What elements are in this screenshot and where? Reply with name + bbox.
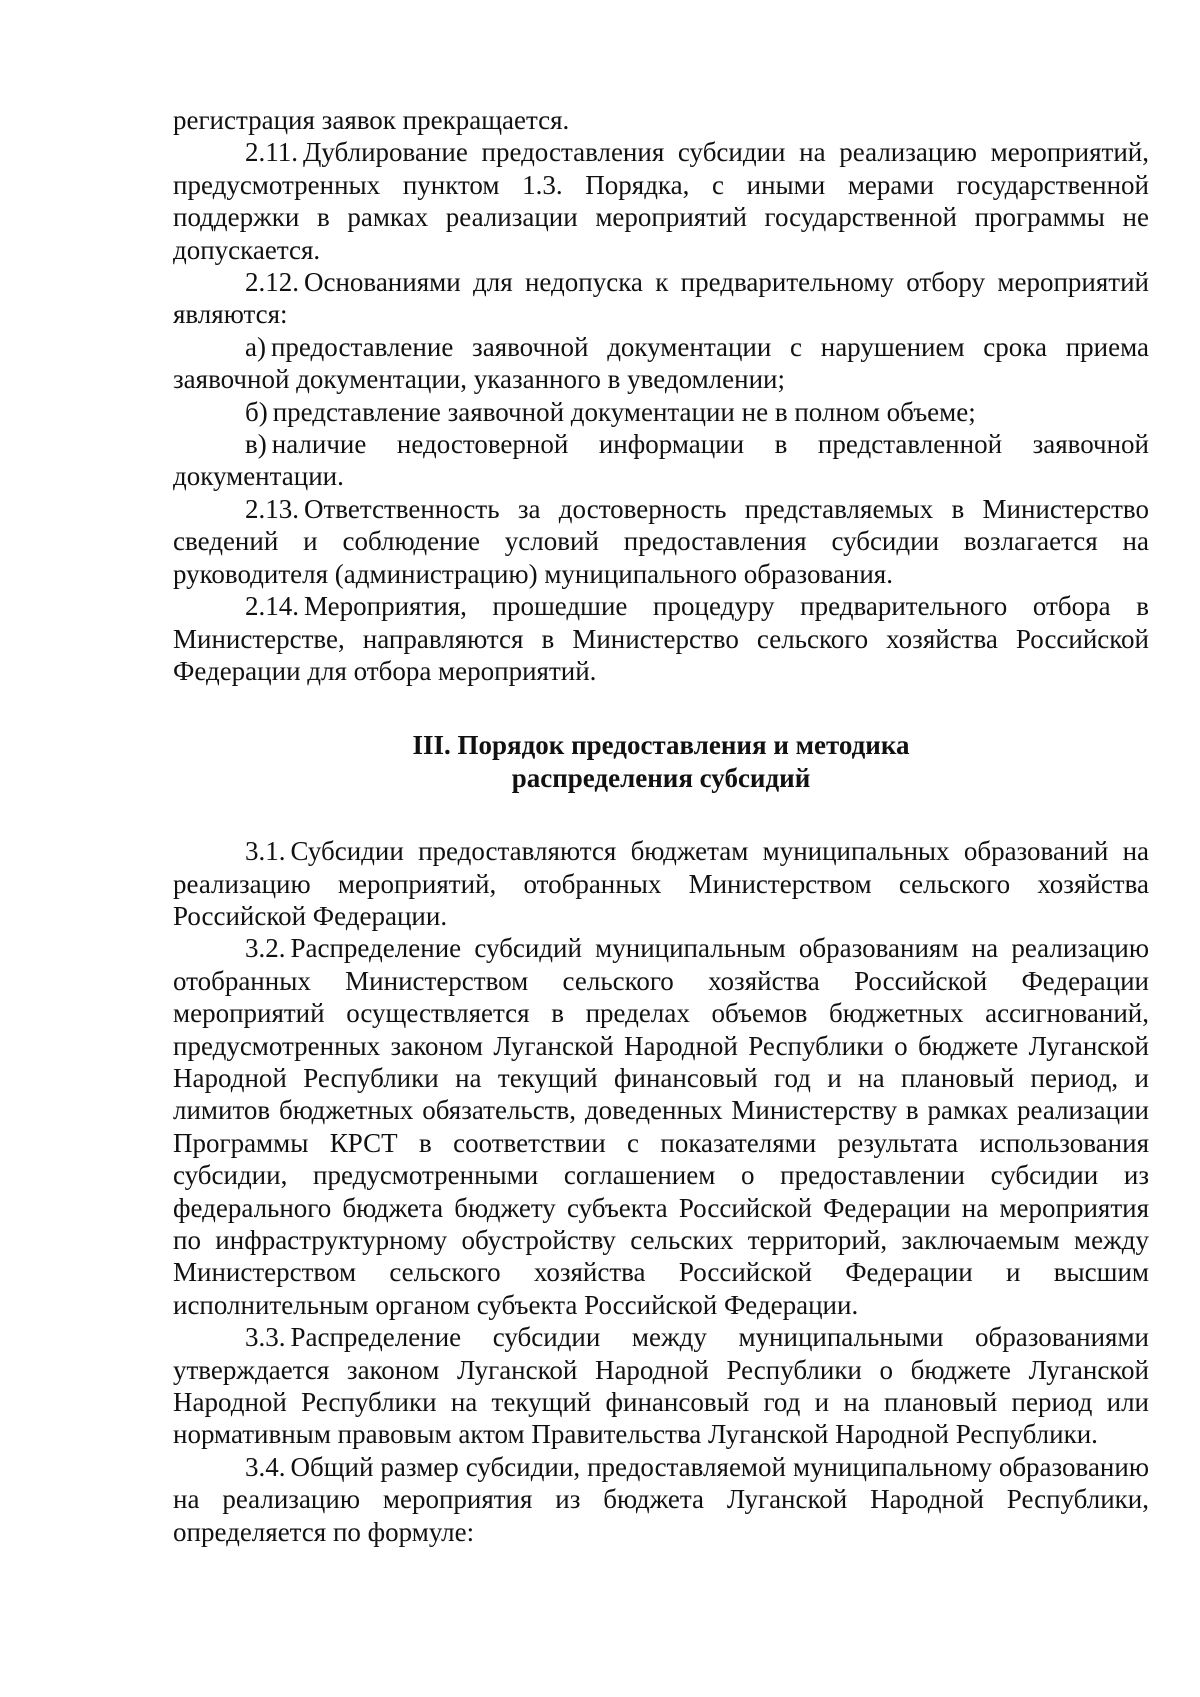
subclause-letter: а) [245, 331, 266, 362]
subclause-text: представление заявочной документации не в полном объеме; [272, 396, 976, 427]
clause-number: 3.4. [245, 1451, 286, 1482]
clause-3-3 [173, 1321, 1149, 1451]
clause-number: 3.2. [245, 933, 286, 964]
subclause-a [173, 331, 1149, 396]
clause-text: Субсидии предоставляются бюджетам муниципальных образований на реализацию мероприятий, отобранных Министерством сельского хозяйства Российской Федерации. [173, 836, 1149, 931]
document-page [173, 104, 1149, 1548]
subclause-text: предоставление заявочной документации с нарушением срока приема заявочной документации, указанного в уведомлении; [173, 331, 1149, 395]
clause-number: 2.12. [245, 267, 299, 298]
subclause-v [173, 428, 1149, 493]
clause-3-4 [173, 1451, 1149, 1548]
clause-2-12 [173, 266, 1149, 331]
clause-text: Общий размер субсидии, предоставляемой муниципальному образованию на реализацию мероприятия из бюджета Луганской Народной Республики, определяется по формуле: [173, 1451, 1149, 1547]
subclause-text: наличие недостоверной информации в представленной заявочной документации. [173, 429, 1149, 492]
clause-3-1 [173, 835, 1149, 932]
clause-number: 3.1. [245, 836, 286, 867]
clause-number: 2.11. [245, 137, 298, 168]
clause-number: 2.13. [245, 493, 299, 524]
subclause-b [173, 396, 1149, 428]
clause-number: 2.14. [245, 591, 299, 622]
clause-2-13 [173, 493, 1149, 590]
clause-text: Дублирование предоставления субсидии на реализацию мероприятий, предусмотренных пунктом 1.3. Порядка, с иными мерами государственной поддержки в рамках реализации мероприятий государственной программы не допускается. [173, 137, 1149, 265]
clause-2-14 [173, 590, 1149, 687]
clause-text: Распределение субсидий муниципальным образованиям на реализацию отобранных Министерством сельского хозяйства Российской Федерации мероприятий осуществляется в пределах объемов бюджетных ассигнований, предусмотренных законом Луганской Народной Республики о бюджете Луганской Народной Республики на текущий финансовый год и на плановый период, и лимитов бюджетных обязательств, доведенных Министерству в рамках реализации Программы КРСТ в соответствии с показателями результата использования субсидии, предусмотренными соглашением о предоставлении субсидии из федерального бюджета бюджету субъекта Российской Федерации на мероприятия по инфраструктурному обустройству сельских территорий, заключаемым между Министерством сельского хозяйства Российской Федерации и высшим исполнительным органом субъекта Российской Федерации. [173, 933, 1149, 1320]
clause-text: Распределение субсидии между муниципальными образованиями утверждается законом Луганской Народной Республики о бюджете Луганской Народной Республики на текущий финансовый год и на плановый период или нормативным правовым актом Правительства Луганской Народной Республики. [173, 1322, 1149, 1450]
clause-text: Ответственность за достоверность представляемых в Министерство сведений и соблюдение условий предоставления субсидии возлагается на руководителя (администрацию) муниципального образования. [173, 493, 1149, 589]
continuation-text: регистрация заявок прекращается. [173, 105, 570, 135]
subclause-letter: в) [245, 429, 267, 460]
clause-text: Основаниями для недопуска к предварительному отбору мероприятий являются: [173, 267, 1149, 330]
clause-3-2 [173, 932, 1149, 1321]
clause-text: Мероприятия, прошедшие процедуру предварительного отбора в Министерстве, направляются в Министерство сельского хозяйства Российской Федерации для отбора мероприятий. [173, 591, 1149, 686]
section-heading [173, 729, 1149, 794]
clause-number: 3.3. [245, 1322, 286, 1353]
section-heading-line-2: распределения субсидий [511, 762, 811, 793]
clause-2-11 [173, 136, 1149, 266]
section-heading-line-1: III. Порядок предоставления и методика [412, 730, 910, 761]
subclause-letter: б) [245, 396, 268, 427]
